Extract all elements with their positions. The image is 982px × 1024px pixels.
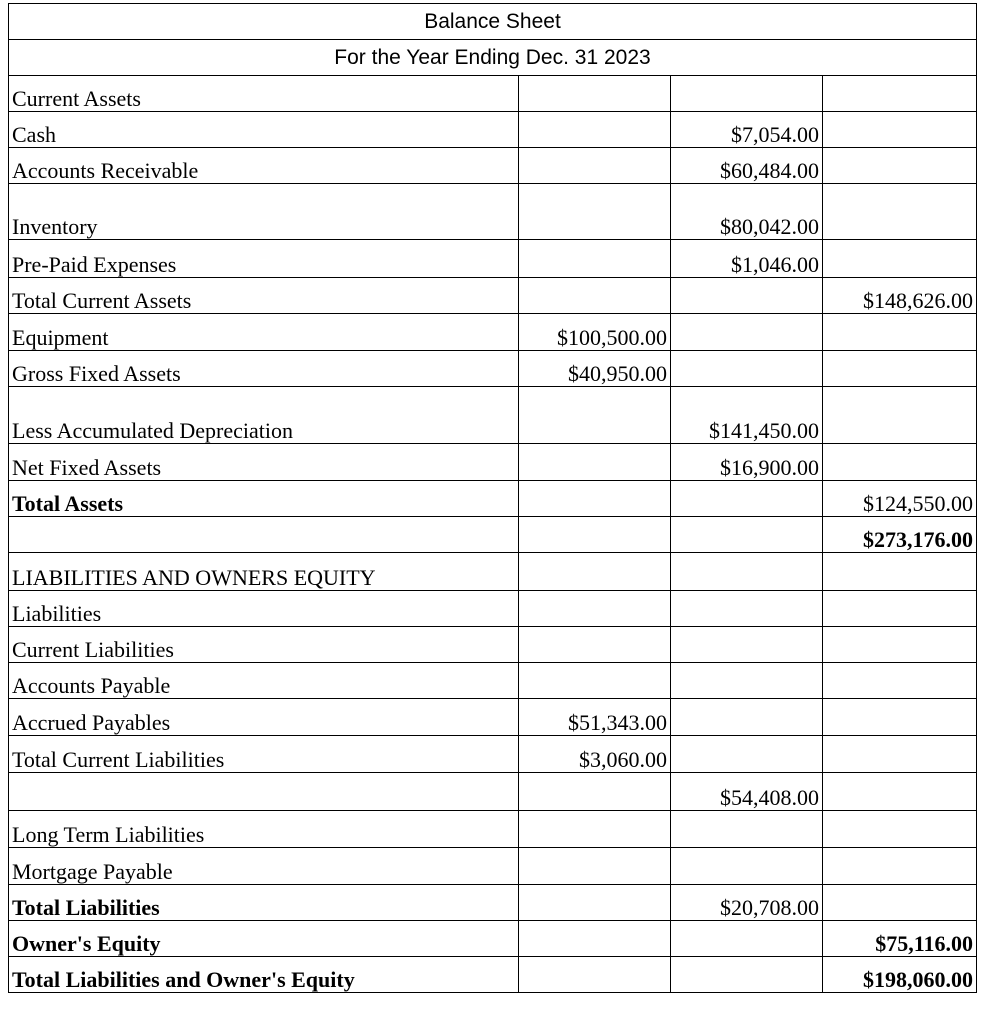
row-label[interactable]: Accrued Payables xyxy=(9,699,519,736)
cell-col-c[interactable] xyxy=(671,811,823,848)
cell-col-c[interactable] xyxy=(671,627,823,663)
cell-col-d[interactable]: $124,550.00 xyxy=(823,481,977,517)
cell-col-d[interactable] xyxy=(823,314,977,351)
table-row xyxy=(9,736,977,773)
table-row xyxy=(9,591,977,627)
row-label[interactable]: Equipment xyxy=(9,314,519,351)
cell-col-d[interactable] xyxy=(823,736,977,773)
row-label[interactable]: Pre-Paid Expenses xyxy=(9,240,519,278)
cell-col-c[interactable] xyxy=(671,921,823,957)
cell-col-d[interactable] xyxy=(823,699,977,736)
cell-col-b[interactable] xyxy=(519,76,671,112)
cell-col-b[interactable] xyxy=(519,848,671,885)
cell-col-c[interactable]: $54,408.00 xyxy=(671,773,823,811)
cell-col-d[interactable] xyxy=(823,663,977,699)
table-row xyxy=(9,240,977,278)
cell-col-d[interactable] xyxy=(823,351,977,387)
sheet-title[interactable]: Balance Sheet xyxy=(9,4,977,40)
cell-col-c[interactable] xyxy=(671,351,823,387)
cell-col-b[interactable] xyxy=(519,627,671,663)
table-row xyxy=(9,773,977,811)
table-row xyxy=(9,517,977,553)
table-row xyxy=(9,957,977,993)
cell-col-b[interactable] xyxy=(519,444,671,481)
cell-col-c[interactable]: $1,046.00 xyxy=(671,240,823,278)
cell-col-d[interactable] xyxy=(823,591,977,627)
row-label[interactable]: Current Assets xyxy=(9,76,519,112)
cell-col-c[interactable] xyxy=(671,481,823,517)
cell-col-b[interactable] xyxy=(519,148,671,184)
cell-col-b[interactable] xyxy=(519,957,671,993)
cell-col-b[interactable]: $100,500.00 xyxy=(519,314,671,351)
cell-col-c[interactable]: $16,900.00 xyxy=(671,444,823,481)
cell-col-d[interactable] xyxy=(823,553,977,591)
row-label[interactable] xyxy=(9,517,519,553)
row-label[interactable]: Accounts Payable xyxy=(9,663,519,699)
row-label[interactable]: Less Accumulated Depreciation xyxy=(9,387,519,444)
cell-col-b[interactable] xyxy=(519,278,671,314)
cell-col-b[interactable] xyxy=(519,184,671,240)
row-label[interactable]: Cash xyxy=(9,112,519,148)
table-row xyxy=(9,811,977,848)
table-row xyxy=(9,184,977,240)
row-label[interactable]: Mortgage Payable xyxy=(9,848,519,885)
cell-col-b[interactable] xyxy=(519,481,671,517)
cell-col-d[interactable]: $148,626.00 xyxy=(823,278,977,314)
cell-col-c[interactable] xyxy=(671,848,823,885)
row-label[interactable] xyxy=(9,773,519,811)
table-row xyxy=(9,278,977,314)
row-label[interactable]: Accounts Receivable xyxy=(9,148,519,184)
row-label[interactable]: Liabilities xyxy=(9,591,519,627)
cell-col-d[interactable] xyxy=(823,148,977,184)
table-row xyxy=(9,699,977,736)
row-label[interactable]: Inventory xyxy=(9,184,519,240)
cell-col-b[interactable] xyxy=(519,591,671,627)
cell-col-c[interactable] xyxy=(671,736,823,773)
table-row xyxy=(9,76,977,112)
table-row xyxy=(9,351,977,387)
table-row xyxy=(9,387,977,444)
cell-col-b[interactable] xyxy=(519,112,671,148)
cell-col-d[interactable] xyxy=(823,184,977,240)
subtitle-row xyxy=(9,40,977,76)
cell-col-d[interactable]: $198,060.00 xyxy=(823,957,977,993)
table-row xyxy=(9,481,977,517)
table-row xyxy=(9,553,977,591)
row-label[interactable]: Total Liabilities xyxy=(9,885,519,921)
row-label[interactable]: Total Current Assets xyxy=(9,278,519,314)
cell-col-c[interactable] xyxy=(671,314,823,351)
cell-col-b[interactable] xyxy=(519,885,671,921)
row-label[interactable]: Total Liabilities and Owner's Equity xyxy=(9,957,519,993)
cell-col-b[interactable]: $40,950.00 xyxy=(519,351,671,387)
cell-col-d[interactable] xyxy=(823,240,977,278)
cell-col-d[interactable] xyxy=(823,387,977,444)
sheet-subtitle[interactable]: For the Year Ending Dec. 31 2023 xyxy=(9,40,977,76)
cell-col-c[interactable] xyxy=(671,553,823,591)
title-row xyxy=(9,4,977,40)
table-row xyxy=(9,921,977,957)
cell-col-b[interactable] xyxy=(519,240,671,278)
cell-col-c[interactable]: $7,054.00 xyxy=(671,112,823,148)
cell-col-d[interactable] xyxy=(823,773,977,811)
cell-col-d[interactable]: $75,116.00 xyxy=(823,921,977,957)
table-row xyxy=(9,663,977,699)
cell-col-c[interactable] xyxy=(671,663,823,699)
row-label[interactable]: Net Fixed Assets xyxy=(9,444,519,481)
cell-col-d[interactable] xyxy=(823,76,977,112)
cell-col-c[interactable] xyxy=(671,278,823,314)
cell-col-d[interactable] xyxy=(823,848,977,885)
cell-col-d[interactable] xyxy=(823,811,977,848)
cell-col-b[interactable]: $51,343.00 xyxy=(519,699,671,736)
row-label[interactable]: Gross Fixed Assets xyxy=(9,351,519,387)
cell-col-d[interactable] xyxy=(823,885,977,921)
cell-col-b[interactable] xyxy=(519,773,671,811)
cell-col-b[interactable] xyxy=(519,517,671,553)
table-row xyxy=(9,314,977,351)
cell-col-b[interactable] xyxy=(519,553,671,591)
cell-col-d[interactable]: $273,176.00 xyxy=(823,517,977,553)
balance-sheet-table xyxy=(8,3,977,993)
table-row xyxy=(9,148,977,184)
table-row xyxy=(9,112,977,148)
cell-col-b[interactable] xyxy=(519,387,671,444)
cell-col-b[interactable]: $3,060.00 xyxy=(519,736,671,773)
row-label[interactable]: Owner's Equity xyxy=(9,921,519,957)
row-label[interactable]: Total Current Liabilities xyxy=(9,736,519,773)
row-label[interactable]: Total Assets xyxy=(9,481,519,517)
cell-col-c[interactable]: $141,450.00 xyxy=(671,387,823,444)
cell-col-b[interactable] xyxy=(519,663,671,699)
cell-col-c[interactable]: $80,042.00 xyxy=(671,184,823,240)
cell-col-b[interactable] xyxy=(519,811,671,848)
row-label[interactable]: Long Term Liabilities xyxy=(9,811,519,848)
row-label[interactable]: LIABILITIES AND OWNERS EQUITY xyxy=(9,553,519,591)
cell-col-d[interactable] xyxy=(823,627,977,663)
cell-col-c[interactable] xyxy=(671,699,823,736)
cell-col-c[interactable] xyxy=(671,957,823,993)
cell-col-d[interactable] xyxy=(823,112,977,148)
table-row xyxy=(9,444,977,481)
table-row xyxy=(9,627,977,663)
table-row xyxy=(9,885,977,921)
cell-col-c[interactable] xyxy=(671,517,823,553)
cell-col-b[interactable] xyxy=(519,921,671,957)
row-label[interactable]: Current Liabilities xyxy=(9,627,519,663)
cell-col-c[interactable] xyxy=(671,76,823,112)
cell-col-c[interactable] xyxy=(671,591,823,627)
cell-col-c[interactable]: $60,484.00 xyxy=(671,148,823,184)
cell-col-c[interactable]: $20,708.00 xyxy=(671,885,823,921)
cell-col-d[interactable] xyxy=(823,444,977,481)
table-row xyxy=(9,848,977,885)
